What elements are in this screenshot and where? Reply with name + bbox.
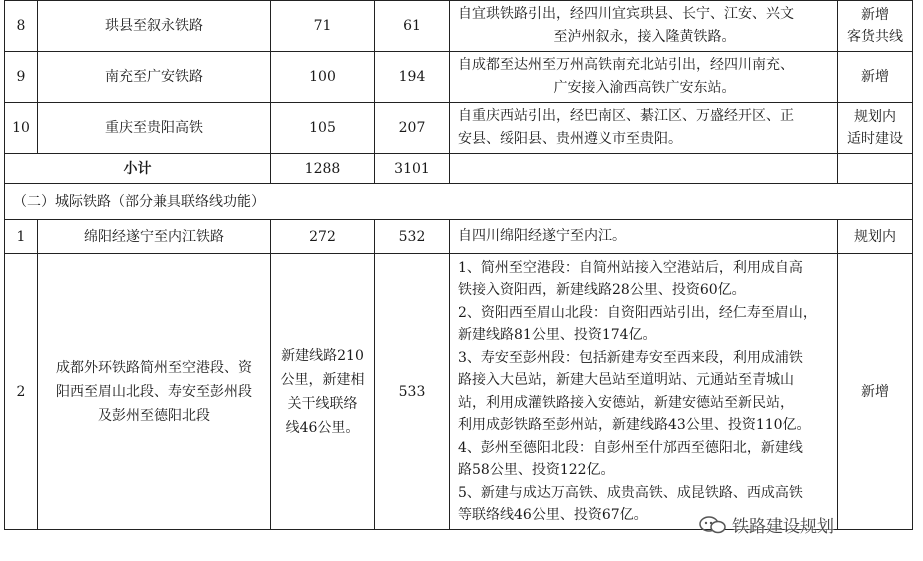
project-name (38, 254, 271, 530)
name-line: 阳西至眉山北段、寿安至彭州段 (56, 383, 252, 400)
length-line: 新建线路210 (281, 347, 364, 364)
table-row (5, 254, 913, 530)
description-line: 安县、绥阳县、贵州遵义市至贵阳。 (458, 131, 682, 147)
row-number: 8 (5, 1, 38, 52)
remark-line: 新增 (861, 7, 889, 23)
remark (838, 1, 913, 52)
section-title: （二）城际铁路（部分兼具联络线功能） (5, 184, 913, 220)
description-line: 3、寿安至彭州段：包括新建寿安至西来段，利用成浦铁 (458, 349, 803, 366)
description-line: 自成都至达州至万州高铁南充北站引出，经四川南充、 (458, 57, 794, 73)
remark-line: 客货共线 (847, 29, 903, 45)
project-description (450, 254, 838, 530)
project-description (450, 1, 838, 52)
section-header-row (5, 184, 913, 220)
remark: 新增 (838, 254, 913, 530)
line-length: 71 (271, 1, 375, 52)
project-description (450, 52, 838, 103)
railway-plan-table (4, 0, 913, 530)
subtotal-length: 1288 (271, 154, 375, 184)
project-name: 珙县至叙永铁路 (38, 1, 271, 52)
subtotal-label: 小计 (5, 154, 271, 184)
project-name: 绵阳经遂宁至内江铁路 (38, 220, 271, 254)
description-line: 2、资阳西至眉山北段：自资阳西站引出，经仁寿至眉山， (458, 304, 817, 321)
empty-cell (838, 154, 913, 184)
investment: 533 (375, 254, 450, 530)
subtotal-investment: 3101 (375, 154, 450, 184)
investment: 194 (375, 52, 450, 103)
watermark-text: 铁路建设规划 (732, 517, 834, 537)
length-line: 线46公里。 (285, 419, 360, 436)
description-line: 利用成彭铁路至彭州站，新建线路43公里、投资110亿。 (458, 417, 811, 433)
length-line: 公里，新建相 (280, 371, 365, 388)
description-line: 等联络线46公里、投资67亿。 (458, 507, 648, 523)
row-number: 9 (5, 52, 38, 103)
subtotal-row (5, 154, 913, 184)
row-number: 10 (5, 103, 38, 154)
name-line: 及彭州至德阳北段 (98, 407, 210, 424)
remark: 规划内 (838, 220, 913, 254)
description-line: 站，利用成灌铁路接入安德站，新建安德站至新民站， (458, 394, 794, 411)
table-row (5, 1, 913, 52)
line-length (271, 254, 375, 530)
row-number: 2 (5, 254, 38, 530)
row-number: 1 (5, 220, 38, 254)
watermark (698, 512, 834, 537)
description-line: 1、简州至空港段：自简州站接入空港站后，利用成自高 (458, 259, 803, 276)
description-line: 4、彭州至德阳北段：自彭州至什邡西至德阳北，新建线 (458, 439, 803, 456)
remark-line: 规划内 (854, 109, 896, 125)
table-row (5, 103, 913, 154)
remark-line: 适时建设 (847, 131, 903, 147)
description-line: 5、新建与成达万高铁、成贵高铁、成昆铁路、西成高铁 (458, 484, 803, 501)
remark: 新增 (838, 52, 913, 103)
description-line: 路58公里、投资122亿。 (458, 462, 615, 478)
table-row (5, 52, 913, 103)
length-line: 关干线联络 (287, 395, 358, 412)
investment: 61 (375, 1, 450, 52)
investment: 532 (375, 220, 450, 254)
project-name: 南充至广安铁路 (38, 52, 271, 103)
investment: 207 (375, 103, 450, 154)
description-line: 路接入大邑站，新建大邑站至道明站、元通站至青城山 (458, 372, 794, 388)
description-line: 自重庆西站引出，经巴南区、綦江区、万盛经开区、正 (458, 108, 794, 124)
project-description: 自四川绵阳经遂宁至内江。 (450, 220, 838, 254)
empty-cell (450, 154, 838, 184)
remark (838, 103, 913, 154)
description-line: 铁接入资阳西，新建线路28公里、投资60亿。 (458, 282, 746, 298)
project-name: 重庆至贵阳高铁 (38, 103, 271, 154)
line-length: 105 (271, 103, 375, 154)
name-line: 成都外环铁路简州至空港段、资 (56, 359, 252, 376)
table-row (5, 220, 913, 254)
description-line: 广安接入渝西高铁广安东站。 (553, 80, 736, 96)
description-line: 至泸州叙永，接入隆黄铁路。 (553, 29, 736, 45)
description-line: 新建线路81公里、投资174亿。 (458, 327, 657, 343)
wechat-bubble-icon (698, 515, 728, 535)
project-description (450, 103, 838, 154)
line-length: 272 (271, 220, 375, 254)
description-line: 自宜珙铁路引出，经四川宜宾珙县、长宁、江安、兴文 (458, 6, 794, 22)
line-length: 100 (271, 52, 375, 103)
